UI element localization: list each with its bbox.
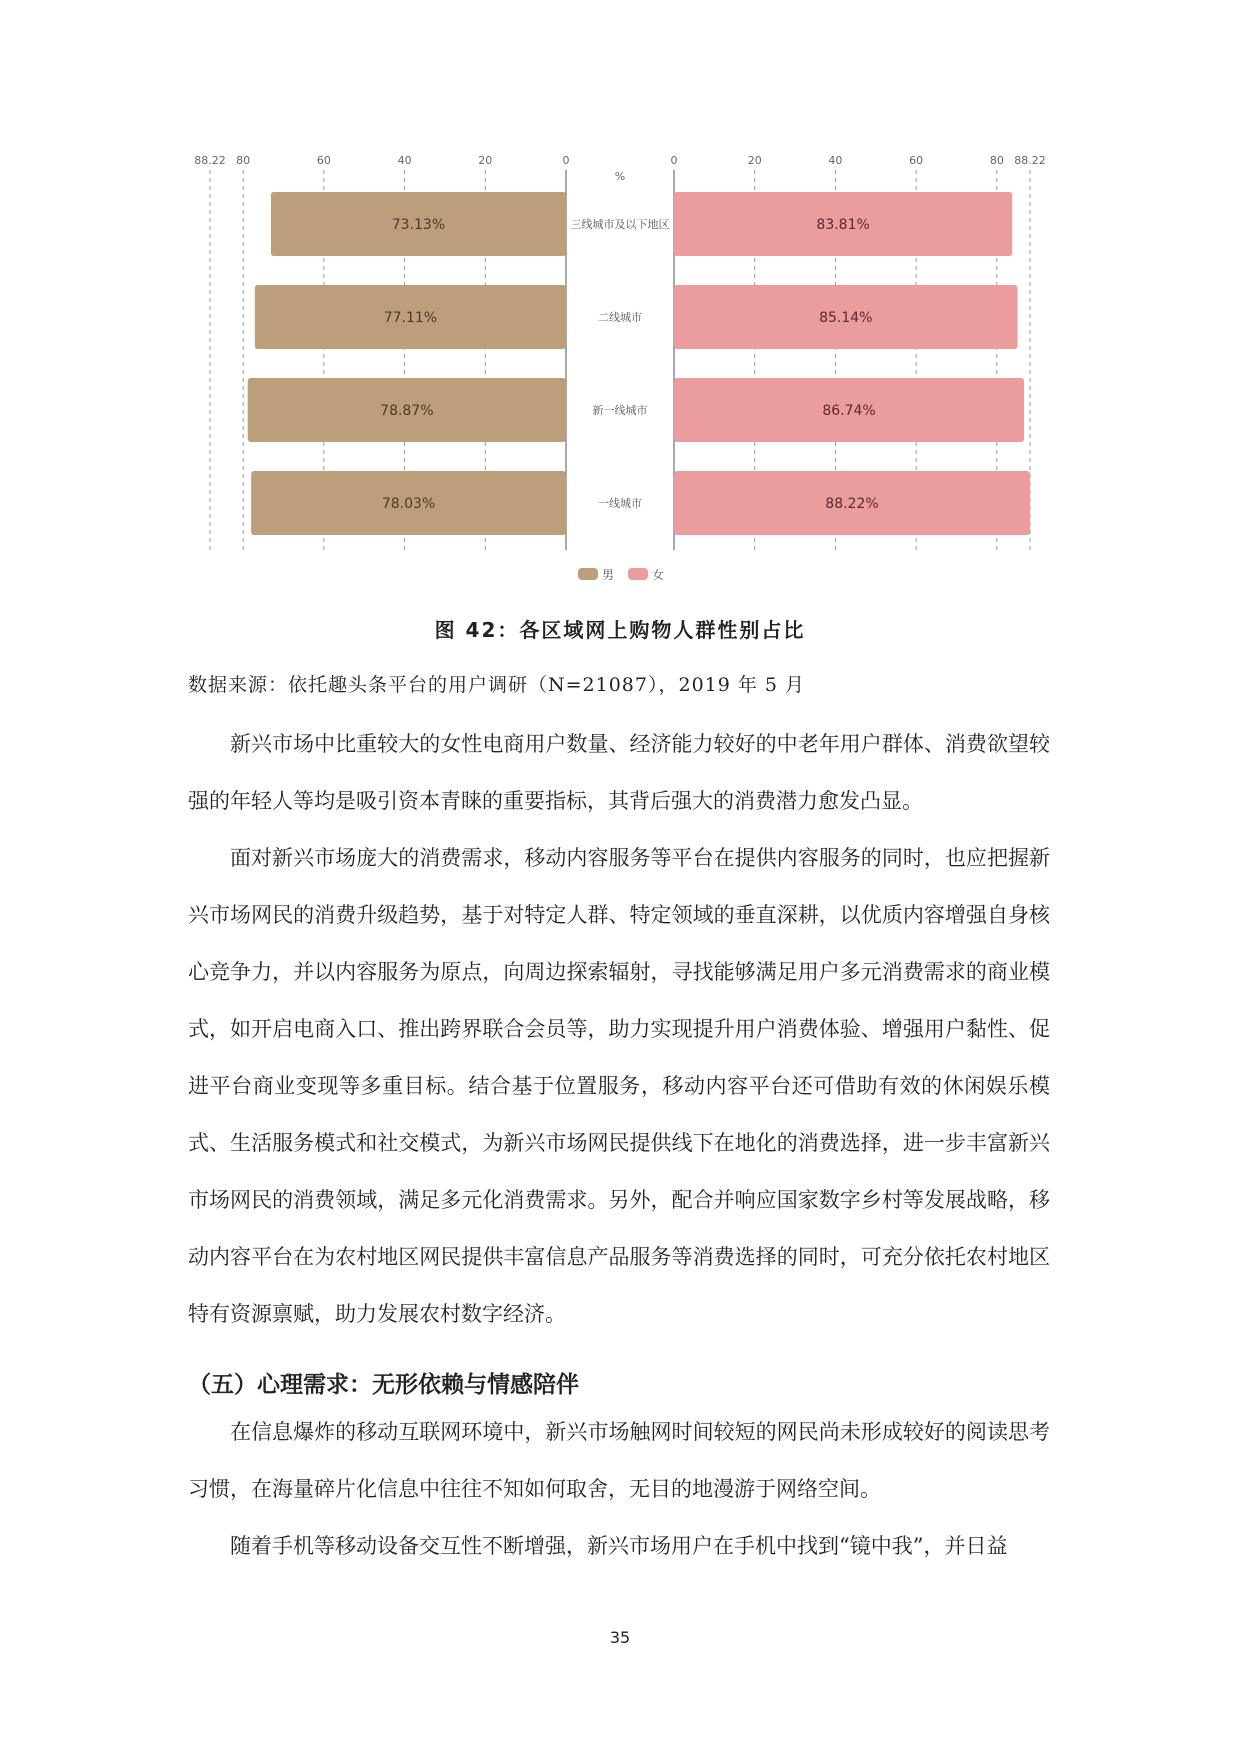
data-label: 77.11%: [383, 310, 438, 326]
body-paragraph: 新兴市场中比重较大的女性电商用户数量、经济能力较好的中老年用户群体、消费欲望较强的年轻人等均是吸引资本青睐的重要指标，其背后强大的消费潜力愈发凸显。: [188, 732, 1050, 813]
legend-label: 女: [652, 568, 665, 582]
unit-label: %: [614, 170, 626, 183]
page-number: 35: [609, 1628, 631, 1647]
tick-label: 80: [989, 154, 1004, 167]
tick-label: 0: [562, 154, 570, 167]
tick-label: 40: [397, 154, 412, 167]
section-heading: （五）心理需求：无形依赖与情感陪伴: [188, 1372, 579, 1398]
tick-label: 60: [909, 154, 924, 167]
data-label: 88.22%: [825, 496, 879, 512]
data-label: 78.03%: [381, 496, 436, 512]
category-label: 新一线城市: [592, 404, 648, 417]
category-label: 一线城市: [598, 497, 642, 510]
data-label: 86.74%: [822, 403, 876, 419]
tick-label: 20: [478, 154, 493, 167]
tick-label: 40: [828, 154, 843, 167]
figure-caption: 图 42：各区域网上购物人群性别占比: [434, 618, 806, 642]
tick-label: 60: [316, 154, 331, 167]
data-label: 78.87%: [380, 403, 434, 419]
tick-label: 88.22: [194, 154, 226, 167]
legend-swatch: [578, 568, 598, 580]
legend-swatch: [628, 568, 648, 580]
gender-share-chart: [180, 150, 1060, 600]
tick-label: 0: [670, 154, 678, 167]
category-label: 三线城市及以下地区: [570, 218, 670, 231]
category-label: 二线城市: [598, 311, 642, 324]
data-source: 数据来源：依托趣头条平台的用户调研（N=21087），2019 年 5 月: [188, 674, 806, 696]
data-label: 83.81%: [816, 217, 870, 233]
body-paragraph: 面对新兴市场庞大的消费需求，移动内容服务等平台在提供内容服务的同时，也应把握新兴市场网民的消费升级趋势，基于对特定人群、特定领域的垂直深耕，以优质内容增强自身核心竞争力，并以内容服务为原点，向周边探索辐射，寻找能够满足用户多元消费需求的商业模式，如开启电商入口、推出跨界联合会员等，助力实现提升用户消费体验、增强用户黏性、促进平台商业变现等多重目标。结合基于位置服务，移动内容平台还可借助有效的休闲娱乐模式、生活服务模式和社交模式，为新兴市场网民提供线下在地化的消费选择，进一步丰富新兴市场网民的消费领域，满足多元化消费需求。另外，配合并响应国家数字乡村等发展战略，移动内容平台在为农村地区网民提供丰富信息产品服务等消费选择的同时，可充分依托农村地区特有资源禀赋，助力发展农村数字经济。: [188, 846, 1050, 1326]
body-paragraph: 在信息爆炸的移动互联网环境中，新兴市场触网时间较短的网民尚未形成较好的阅读思考习惯，在海量碎片化信息中往往不知如何取舍，无目的地漫游于网络空间。: [188, 1420, 1050, 1501]
legend-label: 男: [602, 568, 615, 582]
tick-label: 20: [747, 154, 762, 167]
data-label: 85.14%: [819, 310, 873, 326]
tick-label: 80: [236, 154, 251, 167]
tick-label: 88.22: [1014, 154, 1046, 167]
data-label: 73.13%: [391, 217, 446, 233]
body-paragraph: 随着手机等移动设备交互性不断增强，新兴市场用户在手机中找到“镜中我”，并日益: [230, 1534, 1008, 1558]
